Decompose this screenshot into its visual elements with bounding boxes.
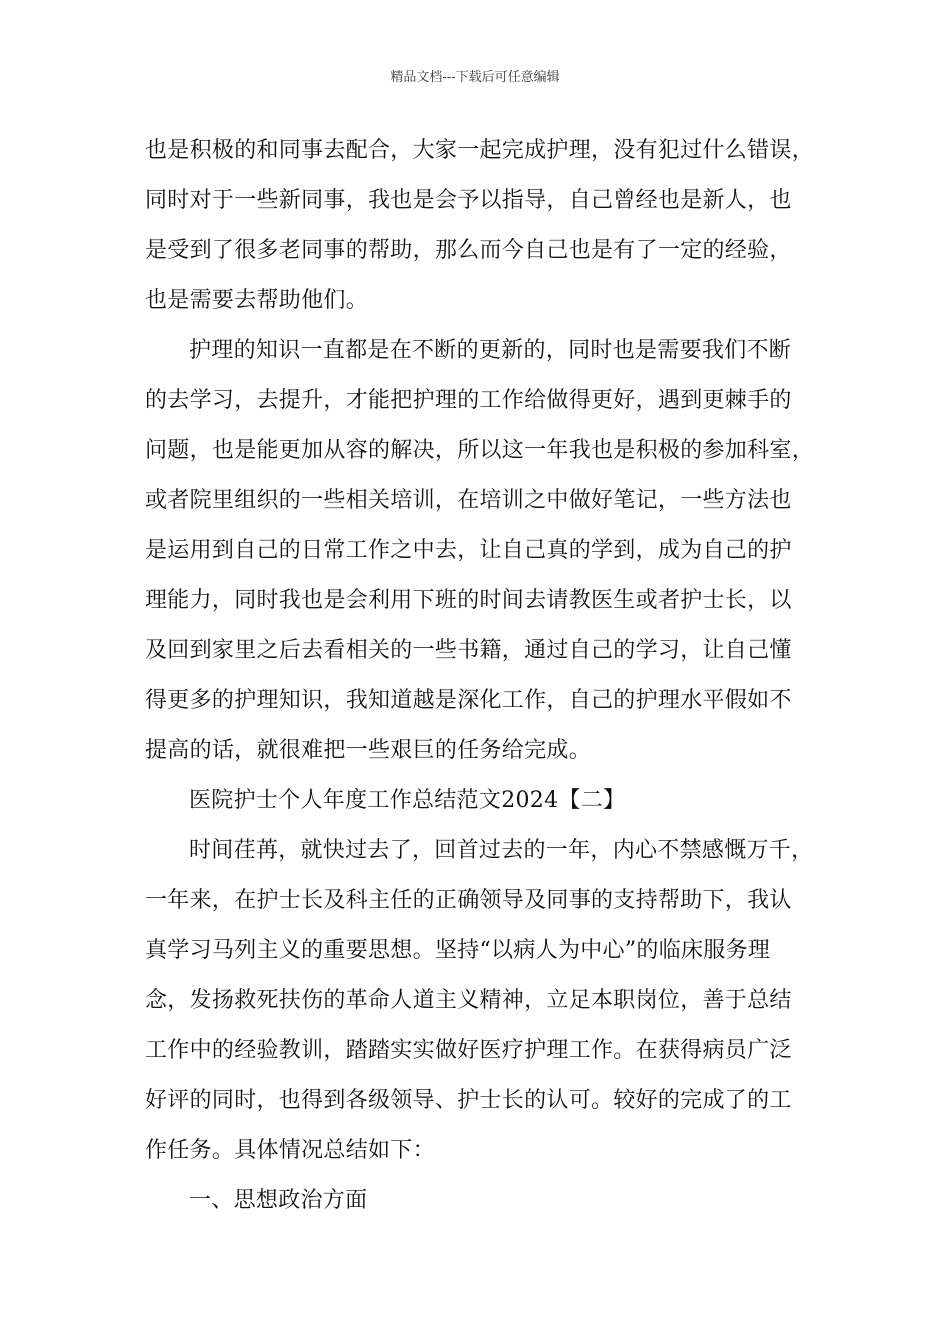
subsection-heading: 一、思想政治方面: [189, 1188, 368, 1213]
text-line: 工作中的经验教训，踏踏实实做好医疗护理工作。在获得病员广泛: [145, 1038, 792, 1063]
text-line: 也是需要去帮助他们。: [145, 288, 369, 313]
text-line: 护理的知识一直都是在不断的更新的，同时也是需要我们不断: [189, 338, 792, 363]
text-line: 或者院里组织的一些相关培训，在培训之中做好笔记，一些方法也: [145, 488, 792, 513]
text-line: 问题，也是能更加从容的解决，所以这一年我也是积极的参加科室，: [145, 438, 815, 463]
text-line: 作任务。具体情况总结如下：: [145, 1138, 435, 1163]
text-line: 一年来，在护士长及科主任的正确领导及同事的支持帮助下，我认: [145, 888, 792, 913]
text-line: 同时对于一些新同事，我也是会予以指导，自己曾经也是新人，也: [145, 188, 792, 213]
text-line: 的去学习，去提升，才能把护理的工作给做得更好，遇到更棘手的: [145, 388, 792, 413]
text-line: 提高的话，就很难把一些艰巨的任务给完成。: [145, 738, 592, 763]
text-line: 理能力，同时我也是会利用下班的时间去请教医生或者护士长，以: [145, 588, 792, 613]
document-body: [145, 130, 833, 1230]
text-line: 也是积极的和同事去配合，大家一起完成护理，没有犯过什么错误，: [145, 138, 815, 163]
text-line: 得更多的护理知识，我知道越是深化工作，自己的护理水平假如不: [145, 688, 792, 713]
text-line: 是运用到自己的日常工作之中去，让自己真的学到，成为自己的护: [145, 538, 792, 563]
text-line: 好评的同时，也得到各级领导、护士长的认可。较好的完成了的工: [145, 1088, 792, 1113]
page-header: 精品文档---下载后可任意编辑: [390, 70, 560, 85]
text-line: 真学习马列主义的重要思想。坚持“以病人为中心”的临床服务理: [145, 938, 771, 963]
text-line: 念，发扬救死扶伤的革命人道主义精神，立足本职岗位，善于总结: [145, 988, 792, 1013]
text-line: 及回到家里之后去看相关的一些书籍，通过自己的学习，让自己懂: [145, 638, 792, 663]
text-line: 是受到了很多老同事的帮助，那么而今自己也是有了一定的经验，: [145, 238, 792, 263]
text-line: 时间荏苒，就快过去了，回首过去的一年，内心不禁感慨万千，: [189, 838, 814, 863]
section-heading: 医院护士个人年度工作总结范文2024【二】: [189, 788, 626, 813]
